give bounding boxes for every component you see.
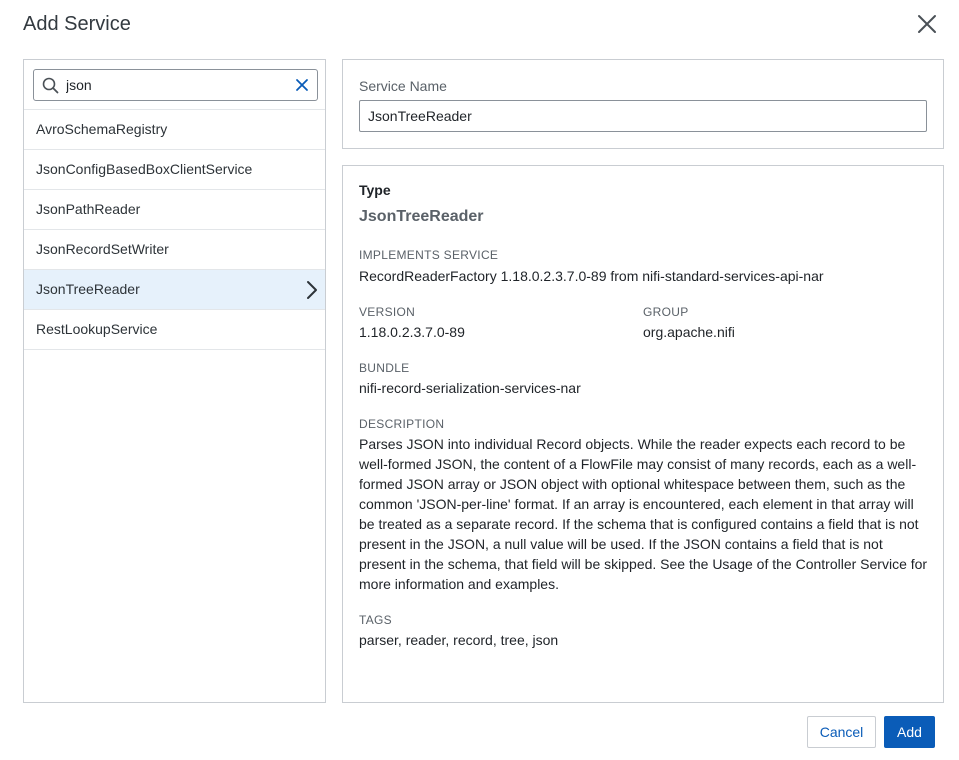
service-list-item[interactable] [24, 110, 325, 150]
tags-value: parser, reader, record, tree, json [359, 632, 559, 648]
service-name-input[interactable] [359, 100, 927, 132]
implements-value: RecordReaderFactory 1.18.0.2.3.7.0-89 from nifi-standard-services-api-nar [359, 268, 824, 284]
implements-label: IMPLEMENTS SERVICE [359, 248, 499, 262]
type-heading: Type [359, 182, 391, 198]
service-list-item-label: JsonPathReader [36, 201, 141, 217]
service-list [24, 109, 325, 350]
version-label: VERSION [359, 305, 416, 319]
service-type-panel [23, 59, 326, 703]
tags-label: TAGS [359, 613, 392, 627]
bundle-label: BUNDLE [359, 361, 410, 375]
service-list-item[interactable] [24, 310, 325, 350]
search-input[interactable] [66, 74, 286, 96]
dialog-title: Add Service [23, 13, 131, 35]
service-list-item-label: JsonConfigBasedBoxClientService [36, 161, 253, 177]
group-label: GROUP [643, 305, 689, 319]
bundle-value: nifi-record-serialization-services-nar [359, 380, 581, 396]
type-name: JsonTreeReader [359, 208, 484, 225]
clear-icon[interactable] [294, 77, 310, 93]
group-value: org.apache.nifi [643, 324, 735, 340]
service-list-item[interactable] [24, 190, 325, 230]
service-list-item-label: AvroSchemaRegistry [36, 121, 168, 137]
service-list-item-label: RestLookupService [36, 321, 158, 337]
add-button[interactable]: Add [884, 716, 935, 748]
service-name-panel [342, 59, 944, 149]
version-value: 1.18.0.2.3.7.0-89 [359, 324, 465, 340]
close-button[interactable] [914, 11, 940, 37]
description-value: Parses JSON into individual Record objects. While the reader expects each record to be well-formed JSON, the content of a FlowFile may consist of many records, each as a well-formed JSON array or JSON object with optional whitespace between them, such as the common 'JSON-per-line' format. If an array is encountered, each element in that array will be treated as a separate record. If the schema that is configured contains a field that is not present in the JSON, a null value will be used. If the JSON contains a field that is not present in the schema, that field will be skipped. See the Usage of the Controller Service for more information and examples. [359, 436, 928, 592]
service-list-item-selected[interactable] [24, 270, 325, 310]
service-list-item[interactable] [24, 230, 325, 270]
service-name-label: Service Name [359, 78, 447, 94]
search-box [33, 69, 318, 101]
service-list-item[interactable] [24, 150, 325, 190]
service-list-item-label: JsonRecordSetWriter [36, 241, 169, 257]
chevron-right-icon [304, 280, 320, 300]
service-details-panel [342, 165, 944, 703]
cancel-button[interactable]: Cancel [807, 716, 876, 748]
description-label: DESCRIPTION [359, 417, 445, 431]
close-icon [914, 11, 940, 37]
search-icon [42, 77, 59, 94]
service-list-item-label: JsonTreeReader [36, 281, 140, 297]
